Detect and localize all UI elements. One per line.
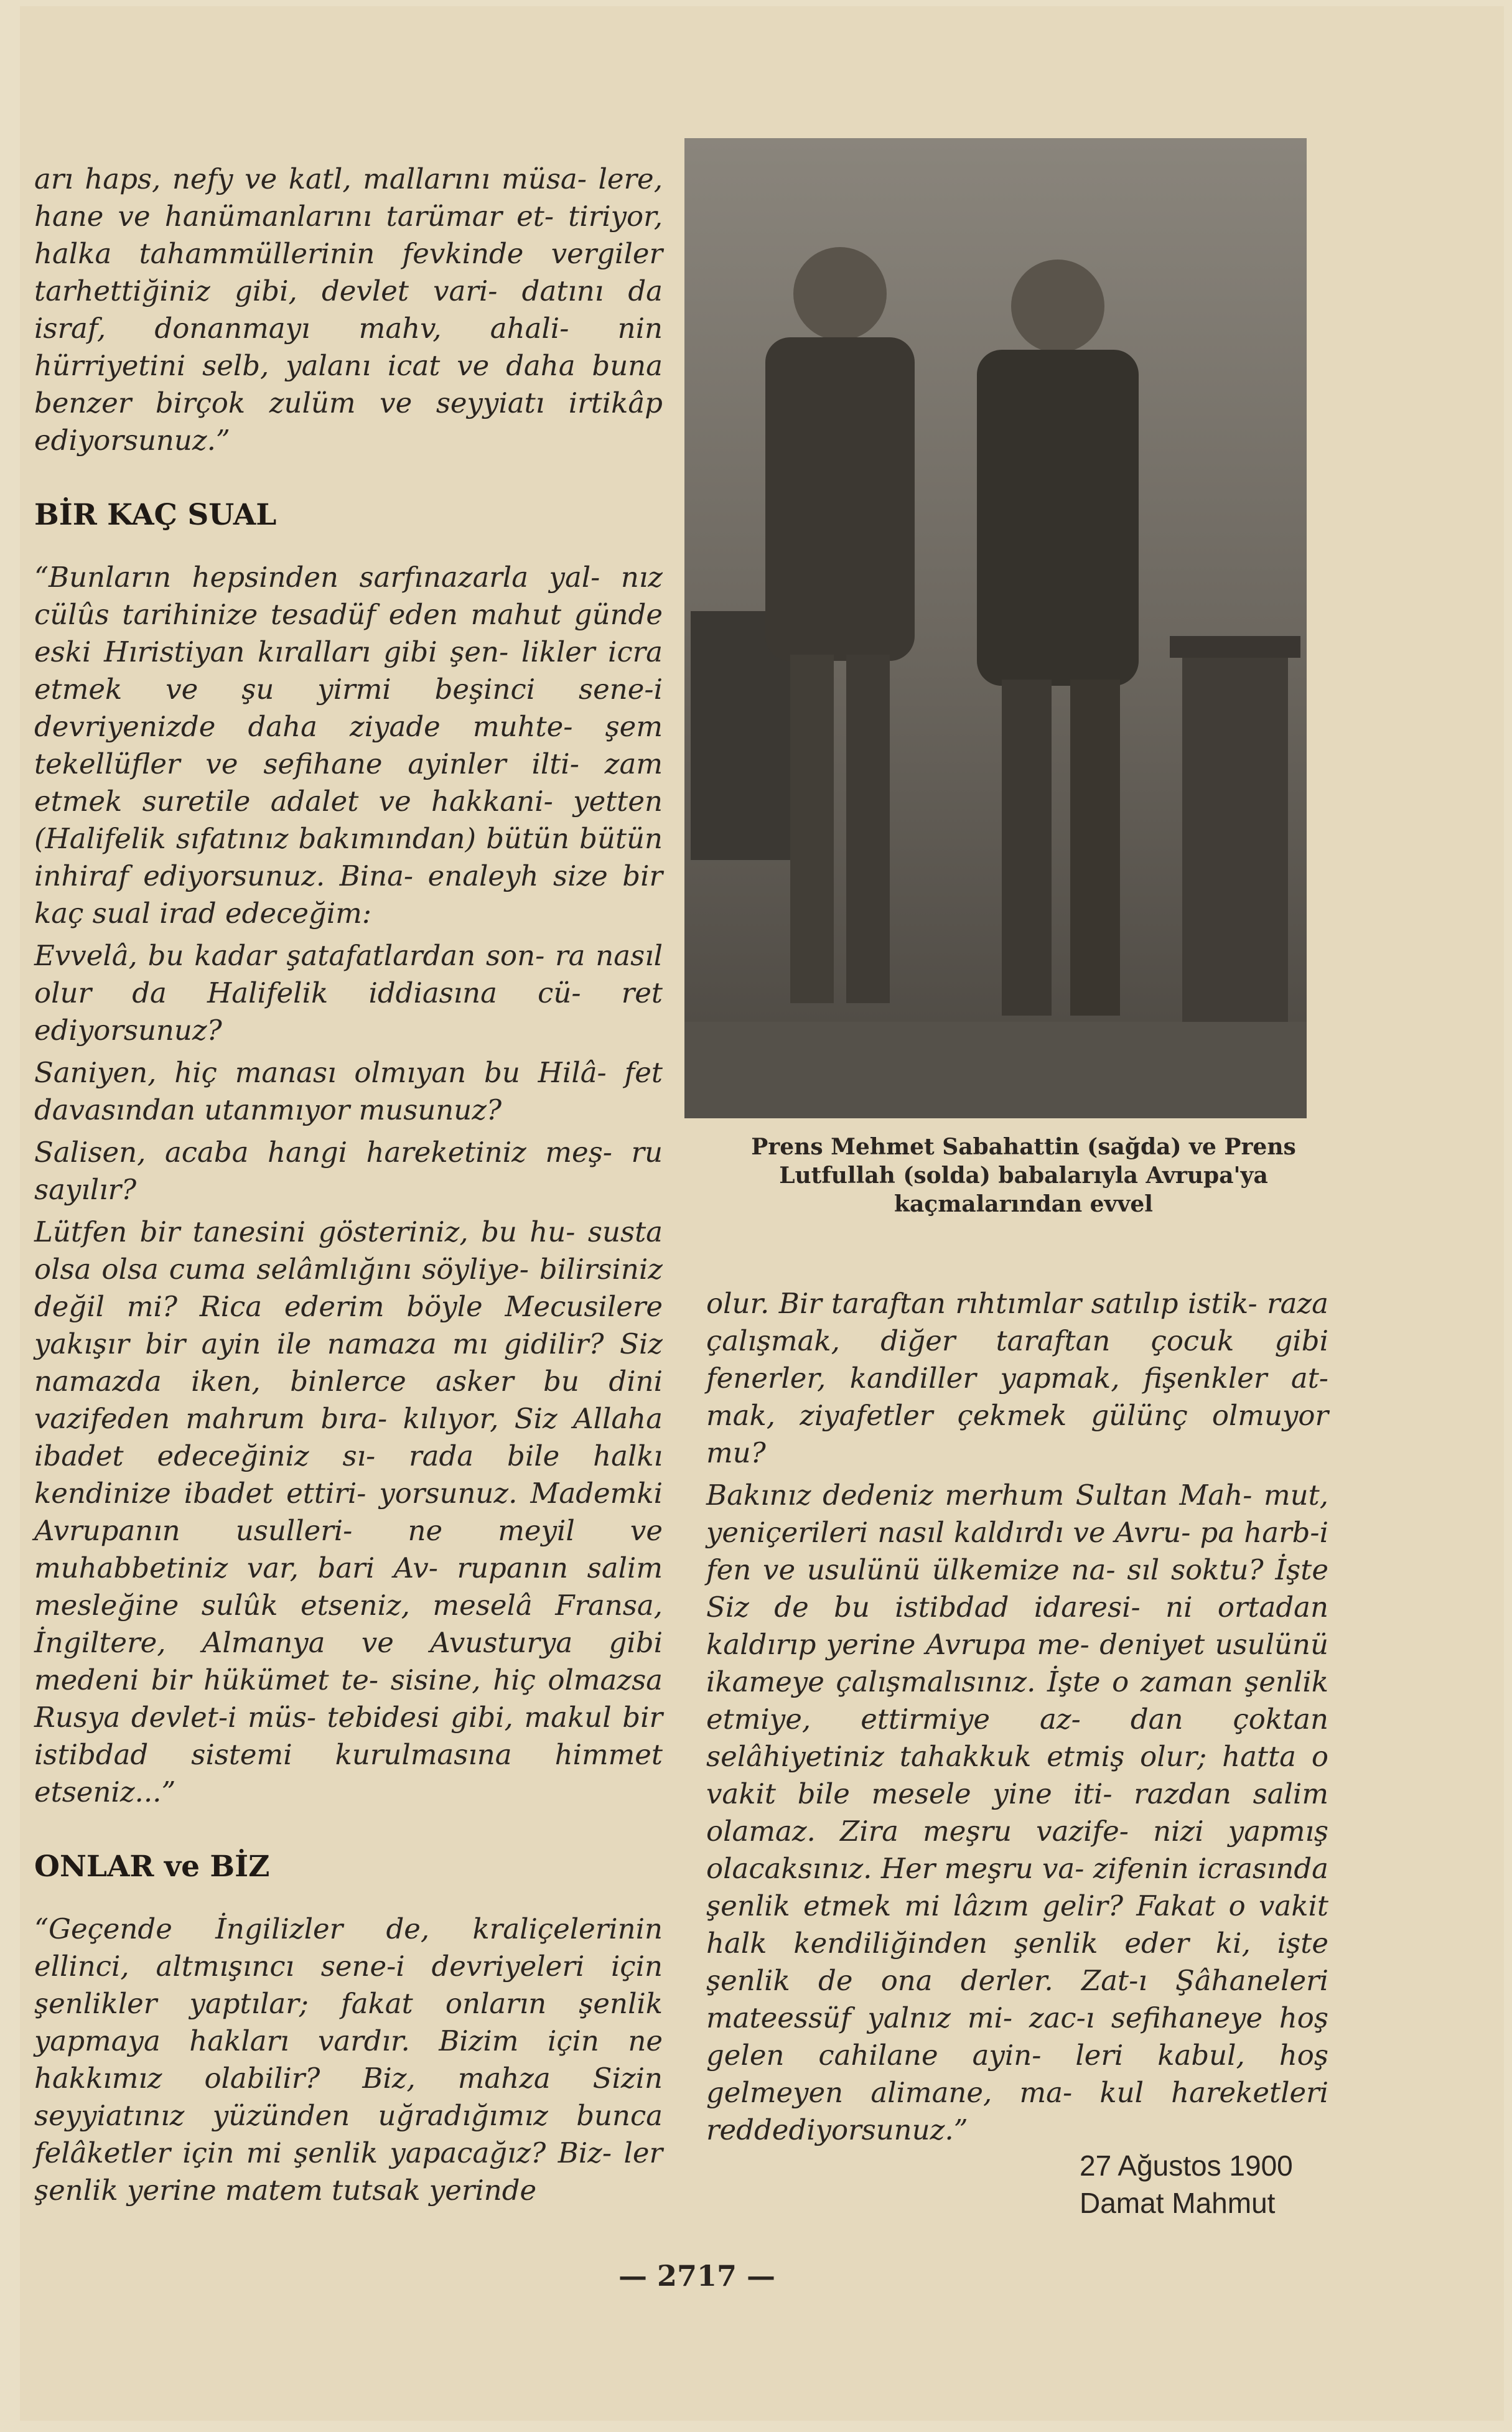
signature — [1080, 2147, 1293, 2222]
left-paragraph-6: Lütfen bir tanesini gösteriniz, bu hu- susta olsa olsa cuma selâmlığını söyliye- bilirsiniz değil mi? Rica ederim böyle Mecusilere yakışır bir ayin ile namaza mı gidilir? Siz namazda iken, binlerce asker bu dini vazifeden mahrum bıra- kılıyor, Siz Allaha ibadet edeceğiniz sı- rada bile halkı kendinize ibadet ettiri- yorsunuz. Mademki Avrupanın usulleri- ne meyil ve muhabbetiniz var, bari Av- rupanın salim mesleğine sulûk etseniz, meselâ Fransa, İngiltere, Almanya ve Avusturya gibi medeni bir hükümet te- sisine, hiç olmazsa Rusya devlet-i müs- tebidesi gibi, makul bir istibdad sistemi kurulmasına himmet etseniz...” — [34, 1215, 663, 1808]
left-paragraph-5: Salisen, acaba hangi hareketiniz meş- ru sayılır? — [34, 1136, 663, 1206]
left-paragraph-1: arı haps, nefy ve katl, mallarını müsa- lere, hane ve hanümanlarını tarümar et- tiriyor, halka tahammüllerinin fevkinde vergiler tarhettiğiniz gibi, devlet vari- datını da israf, donanmayı mahv, ahali- nin hürriyetini selb, yalanı icat ve daha buna benzer birçok zulüm ve seyyiatı irtikâp ediyorsunuz.” — [34, 162, 663, 457]
photo-caption: Prens Mehmet Sabahattin (sağda) ve Prens Lutfullah (solda) babalarıyla Avrupa'ya kaçmalarından evvel — [751, 1134, 1296, 1217]
section-heading-onlar-ve-biz: ONLAR ve BİZ — [34, 1850, 270, 1884]
right-paragraph-1: olur. Bir taraftan rıhtımlar satılıp istik- raza çalışmak, diğer taraftan çocuk gibi fenerler, kandiller yapmak, fişenkler at- mak, ziyafetler çekmek gülünç olmuyor mu? — [706, 1287, 1328, 1469]
historical-photo — [684, 138, 1307, 1118]
page-number: — 2717 — — [618, 2259, 776, 2293]
left-paragraph-4: Saniyen, hiç manası olmıyan bu Hilâ- fet davasından utanmıyor musunuz? — [34, 1056, 663, 1126]
left-paragraph-7: “Geçende İngilizler de, kraliçelerinin ellinci, altmışıncı sene-i devriyeleri için şenlikler yaptılar; fakat onların şenlik yapmaya hakları vardır. Bizim için ne hakkımız olabilir? Biz, mahza Sizin seyyiatınız yüzünden uğradığımız bunca felâketler için mi şenlik yapacağız? Biz- ler şenlik yerine matem tutsak yerinde — [34, 1912, 663, 2207]
signature-date: 27 Ağustos 1900 — [1080, 2149, 1293, 2182]
left-column — [34, 161, 663, 2214]
left-paragraph-2: “Bunların hepsinden sarfınazarla yal- nız cülûs tarihinize tesadüf eden mahut günde eski Hıristiyan kıralları gibi şen- likler icra etmek ve şu yirmi beşinci sene-i devriyenizde daha ziyade muhte- şem tekellüfler ve sefihane ayinler ilti- zam etmek suretile adalet ve hakkani- yetten (Halifelik sıfatınız bakımından) bütün bütün inhiraf ediyorsunuz. Bina- enaleyh size bir kaç sual irad edeceğim: — [34, 561, 663, 930]
left-paragraph-3: Evvelâ, bu kadar şatafatlardan son- ra nasıl olur da Halifelik iddiasına cü- ret ediyorsunuz? — [34, 939, 663, 1047]
right-column — [706, 1285, 1328, 2154]
right-paragraph-2: Bakınız dedeniz merhum Sultan Mah- mut, yeniçerileri nasıl kaldırdı ve Avru- pa harb-i fen ve usulünü ülkemize na- sıl soktu? İşte Siz de bu istibdad idaresi- ni ortadan kaldırıp yerine Avrupa me- deniyet usulünü ikameye çalışmalısınız. İşte o zaman şenlik etmiye, ettirmiye az- dan çoktan selâhiyetiniz tahakkuk etmiş olur; hatta o vakit bile mesele yine iti- razdan salim olamaz. Zira meşru vazife- nizi yapmış olacaksınız. Her meşru va- zifenin icrasında şenlik etmek mi lâzım gelir? Fakat o vakit halk kendiliğinden şenlik eder ki, işte şenlik de ona derler. Zat-ı Şâhaneleri mateessüf yalnız mi- zac-ı sefihaneye hoş gelen cahilane ayin- leri kabul, hoş gelmeyen alimane, ma- kul hareketleri reddediyorsunuz.” — [706, 1479, 1328, 2146]
photo-illustration — [684, 138, 1307, 1118]
section-heading-bir-kac-sual: BİR KAÇ SUAL — [34, 498, 277, 532]
signature-name: Damat Mahmut — [1080, 2187, 1276, 2219]
